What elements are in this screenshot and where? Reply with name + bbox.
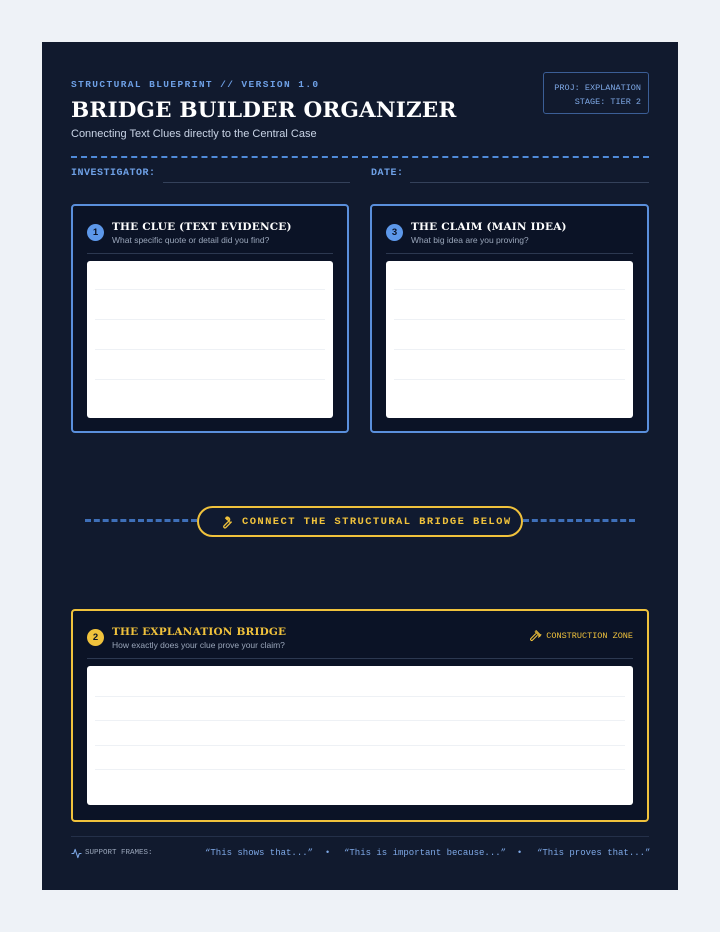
explanation-card [71,609,649,822]
sentence-frame: “This shows that...” [205,848,314,858]
explanation-number-badge: 2 [87,629,104,646]
connector-line-right [523,519,635,522]
writing-line [95,379,325,380]
explanation-title: THE EXPLANATION BRIDGE [112,626,287,638]
frame-separator: • [326,847,330,857]
writing-line [95,289,325,290]
explanation-divider [87,658,633,659]
writing-line [95,769,625,770]
writing-line [394,349,625,350]
frame-separator: • [518,847,522,857]
sentence-frame: “This proves that...” [537,848,651,858]
page-subtitle: Connecting Text Clues directly to the Central Case [71,128,317,140]
claim-answer-box[interactable] [386,261,633,418]
connector-label: CONNECT THE STRUCTURAL BRIDGE BELOW [242,516,512,528]
claim-subtitle: What big idea are you proving? [411,235,529,245]
clue-divider [87,253,333,254]
writing-line [394,289,625,290]
date-field[interactable] [410,182,649,183]
connector-line-left [85,519,197,522]
footer-divider [71,836,649,837]
clue-subtitle: What specific quote or detail did you find? [112,235,270,245]
construction-zone-tag [546,631,633,641]
claim-divider [386,253,633,254]
investigator-field[interactable] [163,182,350,183]
writing-line [394,319,625,320]
clue-number-badge: 1 [87,224,104,241]
explanation-subtitle: How exactly does your clue prove your claim? [112,640,285,650]
date-label: DATE: [371,168,404,179]
worksheet [42,42,678,890]
writing-line [95,720,625,721]
project-box [543,72,649,114]
eyebrow: STRUCTURAL BLUEPRINT // VERSION 1.0 [71,79,320,90]
connector-banner [197,506,523,537]
page-title: BRIDGE BUILDER ORGANIZER [71,98,457,123]
sentence-frame: “This is important because...” [344,848,507,858]
hammer-icon [529,629,542,642]
construction-zone-label: CONSTRUCTION ZONE [546,631,633,641]
writing-line [394,379,625,380]
writing-line [95,319,325,320]
stage-label: STAGE: TIER 2 [574,97,641,107]
pulse-icon [71,848,82,859]
clue-card [71,204,349,433]
investigator-label: INVESTIGATOR: [71,168,156,179]
writing-line [95,696,625,697]
header-divider [71,156,649,158]
writing-line [95,349,325,350]
claim-number-badge: 3 [386,224,403,241]
claim-title: THE CLAIM (MAIN IDEA) [411,221,567,233]
clue-title: THE CLUE (TEXT EVIDENCE) [112,221,292,233]
clue-answer-box[interactable] [87,261,333,418]
support-frames-label: SUPPORT FRAMES: [85,849,153,857]
claim-card [370,204,649,433]
project-label: PROJ: EXPLANATION [554,83,641,93]
explanation-answer-box[interactable] [87,666,633,805]
writing-line [95,745,625,746]
wrench-icon [219,515,234,530]
